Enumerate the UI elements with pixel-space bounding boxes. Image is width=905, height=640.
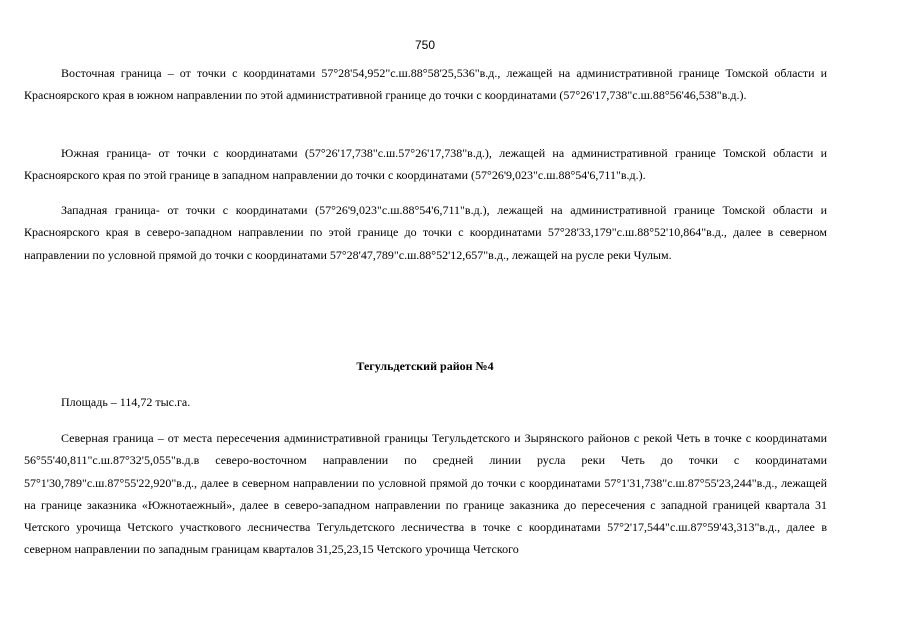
section-heading: Тегульдетский район №4 (356, 359, 494, 373)
south-border-paragraph: Южная граница- от точки с координатами (57°26'17,738"с.ш.57°26'17,738"в.д.), лежащей на административной границе Томской области и Красноярского края по этой границе в западном направлении до точки с координатами (57°26'9,023"с.ш.88°54'6,711"в.д.). (24, 146, 827, 183)
west-border-paragraph: Западная граница- от точки с координатами (57°26'9,023"с.ш.88°54'6,711"в.д.), лежащей на административной границе Томской области и Красноярского края в северо-западном направлении по этой границе до точки с координатами 57°28'33,179"с.ш.88°52'10,864"в.д., далее в северном направлении по условной прямой до точки с координатами 57°28'47,789"с.ш.88°52'12,657"в.д., лежащей на русле реки Чулым. (24, 203, 827, 262)
east-border-paragraph: Восточная граница – от точки с координатами 57°28'54,952"с.ш.88°58'25,536"в.д., лежащей на административной границе Томской области и Красноярского края в южном направлении по этой административной границе до точки с координатами (57°26'17,738"с.ш.88°56'46,538"в.д.). (24, 66, 827, 103)
page-number: 750 (414, 38, 436, 52)
north-border-paragraph: Северная граница – от места пересечения административной границы Тегульдетского и Зырянского районов с рекой Четь в точке с координатами 56°55'40,811"с.ш.87°32'5,055"в.д.в северо-восточном направлении по средней линии русла реки Четь до точки с координатами 57°1'30,789"с.ш.87°55'22,920"в.д., далее в северном направлении по условной прямой до точки с координатами 57°1'31,738"с.ш.87°55'23,244"в.д., лежащей на границе заказника «Южнотаежный», далее в северо-западном направлении по границе заказника до пересечения с западной границей квартала 31 Четского урочища Четского участкового лесничества Тегульдетского лесничества в точке с координатами 57°2'17,544"с.ш.87°59'43,313"в.д., далее в северном направлении по западным границам кварталов 31,25,23,15 Четского урочища Четского (24, 431, 827, 557)
area-line: Площадь – 114,72 тыс.га. (61, 395, 191, 409)
